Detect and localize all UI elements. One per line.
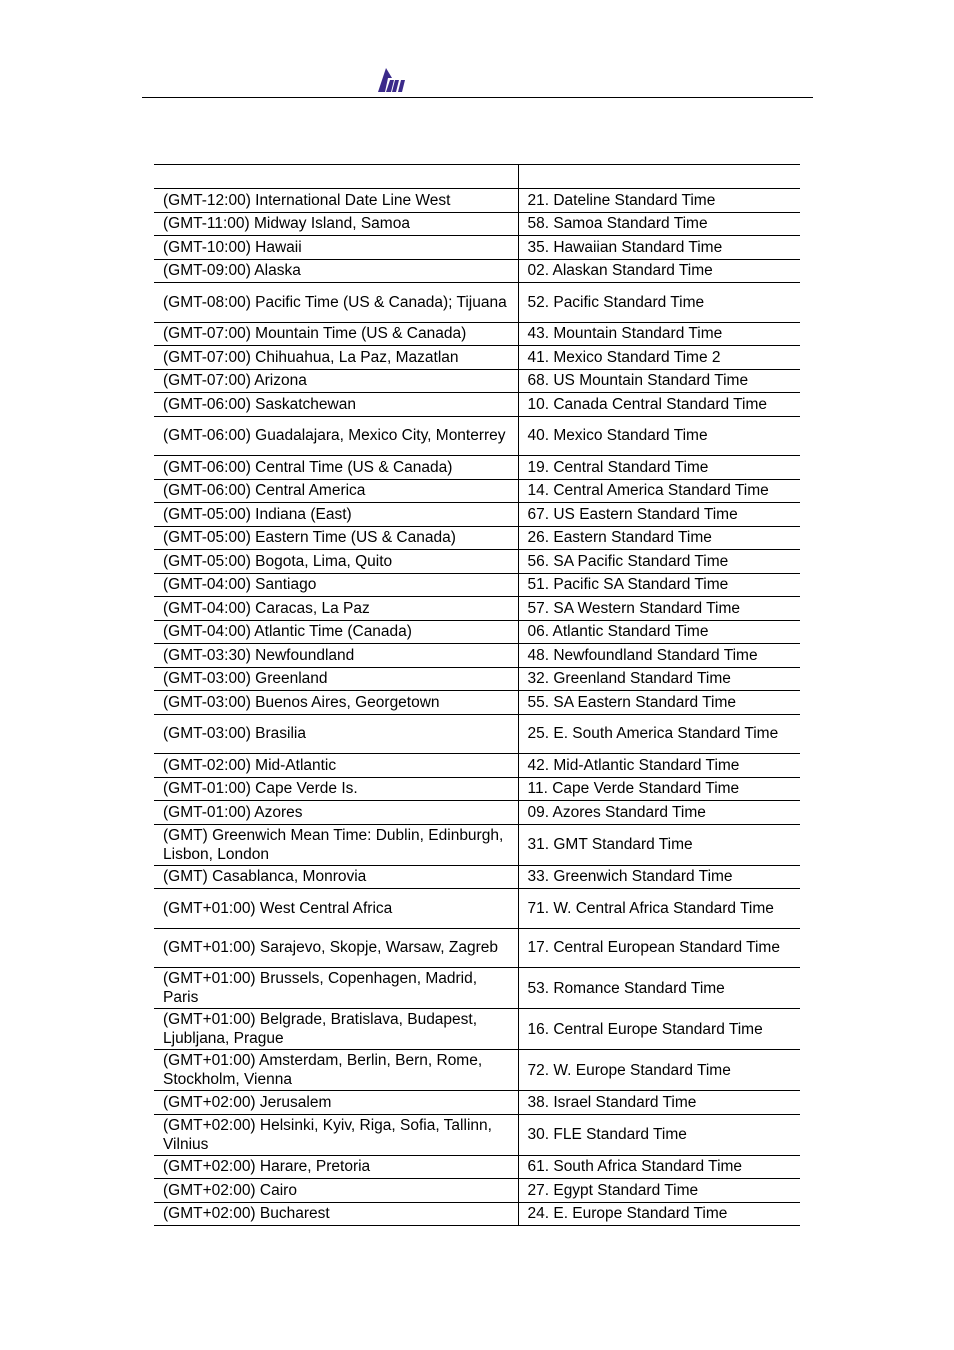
timezone-cell: (GMT+02:00) Jerusalem bbox=[154, 1091, 518, 1115]
table-row bbox=[154, 1155, 800, 1179]
timezone-cell: (GMT-07:00) Chihuahua, La Paz, Mazatlan bbox=[154, 346, 518, 370]
standard-name-cell: 68. US Mountain Standard Time bbox=[518, 369, 800, 393]
timezone-cell: (GMT) Casablanca, Monrovia bbox=[154, 865, 518, 889]
standard-name-cell: 33. Greenwich Standard Time bbox=[518, 865, 800, 889]
timezone-cell: (GMT-03:00) Brasilia bbox=[154, 714, 518, 754]
standard-name-cell: 17. Central European Standard Time bbox=[518, 928, 800, 968]
standard-name-cell: 21. Dateline Standard Time bbox=[518, 189, 800, 213]
timezone-cell: (GMT+02:00) Cairo bbox=[154, 1179, 518, 1203]
table-row bbox=[154, 1202, 800, 1226]
table-row bbox=[154, 212, 800, 236]
standard-name-cell: 38. Israel Standard Time bbox=[518, 1091, 800, 1115]
standard-name-cell: 42. Mid-Atlantic Standard Time bbox=[518, 754, 800, 778]
timezone-cell: (GMT-01:00) Azores bbox=[154, 801, 518, 825]
header-cell-standard-name bbox=[518, 165, 800, 189]
table-row bbox=[154, 777, 800, 801]
standard-name-cell: 31. GMT Standard Time bbox=[518, 824, 800, 865]
standard-name-cell: 52. Pacific Standard Time bbox=[518, 283, 800, 323]
table-row bbox=[154, 503, 800, 527]
timezone-cell: (GMT-11:00) Midway Island, Samoa bbox=[154, 212, 518, 236]
company-logo bbox=[376, 66, 408, 94]
table-row bbox=[154, 283, 800, 323]
standard-name-cell: 67. US Eastern Standard Time bbox=[518, 503, 800, 527]
header-cell-timezone bbox=[154, 165, 518, 189]
standard-name-cell: 72. W. Europe Standard Time bbox=[518, 1050, 800, 1091]
standard-name-cell: 24. E. Europe Standard Time bbox=[518, 1202, 800, 1226]
standard-name-cell: 61. South Africa Standard Time bbox=[518, 1155, 800, 1179]
table-row bbox=[154, 691, 800, 715]
table-row bbox=[154, 1091, 800, 1115]
timezone-cell: (GMT-06:00) Central America bbox=[154, 479, 518, 503]
timezone-cell: (GMT+02:00) Bucharest bbox=[154, 1202, 518, 1226]
table-row bbox=[154, 801, 800, 825]
table-row bbox=[154, 889, 800, 929]
table-row bbox=[154, 236, 800, 260]
table-row bbox=[154, 1009, 800, 1050]
table-row bbox=[154, 393, 800, 417]
timezone-cell: (GMT-05:00) Indiana (East) bbox=[154, 503, 518, 527]
standard-name-cell: 51. Pacific SA Standard Time bbox=[518, 573, 800, 597]
timezone-cell: (GMT+01:00) West Central Africa bbox=[154, 889, 518, 929]
table-row bbox=[154, 928, 800, 968]
table-row bbox=[154, 346, 800, 370]
timezone-cell: (GMT-04:00) Caracas, La Paz bbox=[154, 597, 518, 621]
standard-name-cell: 48. Newfoundland Standard Time bbox=[518, 644, 800, 668]
standard-name-cell: 19. Central Standard Time bbox=[518, 456, 800, 480]
table-row bbox=[154, 416, 800, 456]
standard-name-cell: 26. Eastern Standard Time bbox=[518, 526, 800, 550]
table-row bbox=[154, 597, 800, 621]
table-row bbox=[154, 456, 800, 480]
table-row bbox=[154, 714, 800, 754]
timezone-cell: (GMT-07:00) Arizona bbox=[154, 369, 518, 393]
timezone-cell: (GMT+01:00) Amsterdam, Berlin, Bern, Rome, Stockholm, Vienna bbox=[154, 1050, 518, 1091]
standard-name-cell: 53. Romance Standard Time bbox=[518, 968, 800, 1009]
timezone-cell: (GMT-06:00) Central Time (US & Canada) bbox=[154, 456, 518, 480]
table-row bbox=[154, 479, 800, 503]
timezone-cell: (GMT-06:00) Guadalajara, Mexico City, Monterrey bbox=[154, 416, 518, 456]
timezone-cell: (GMT-06:00) Saskatchewan bbox=[154, 393, 518, 417]
timezone-cell: (GMT-04:00) Atlantic Time (Canada) bbox=[154, 620, 518, 644]
table-row bbox=[154, 620, 800, 644]
timezone-cell: (GMT-05:00) Eastern Time (US & Canada) bbox=[154, 526, 518, 550]
timezone-cell: (GMT-09:00) Alaska bbox=[154, 259, 518, 283]
standard-name-cell: 40. Mexico Standard Time bbox=[518, 416, 800, 456]
timezone-cell: (GMT-08:00) Pacific Time (US & Canada); Tijuana bbox=[154, 283, 518, 323]
header-divider bbox=[142, 97, 813, 98]
timezone-cell: (GMT-02:00) Mid-Atlantic bbox=[154, 754, 518, 778]
timezone-cell: (GMT-04:00) Santiago bbox=[154, 573, 518, 597]
timezone-cell: (GMT+01:00) Brussels, Copenhagen, Madrid, Paris bbox=[154, 968, 518, 1009]
standard-name-cell: 14. Central America Standard Time bbox=[518, 479, 800, 503]
table-row bbox=[154, 1114, 800, 1155]
timezone-cell: (GMT+02:00) Helsinki, Kyiv, Riga, Sofia, Tallinn, Vilnius bbox=[154, 1114, 518, 1155]
timezone-cell: (GMT-07:00) Mountain Time (US & Canada) bbox=[154, 322, 518, 346]
table-row bbox=[154, 259, 800, 283]
timezone-cell: (GMT-03:30) Newfoundland bbox=[154, 644, 518, 668]
standard-name-cell: 58. Samoa Standard Time bbox=[518, 212, 800, 236]
table-row bbox=[154, 369, 800, 393]
standard-name-cell: 02. Alaskan Standard Time bbox=[518, 259, 800, 283]
table-row bbox=[154, 968, 800, 1009]
logo-icon bbox=[376, 66, 408, 94]
table-row bbox=[154, 322, 800, 346]
timezone-cell: (GMT+01:00) Sarajevo, Skopje, Warsaw, Zagreb bbox=[154, 928, 518, 968]
standard-name-cell: 35. Hawaiian Standard Time bbox=[518, 236, 800, 260]
table-header-row bbox=[154, 165, 800, 189]
standard-name-cell: 27. Egypt Standard Time bbox=[518, 1179, 800, 1203]
standard-name-cell: 09. Azores Standard Time bbox=[518, 801, 800, 825]
standard-name-cell: 43. Mountain Standard Time bbox=[518, 322, 800, 346]
table-row bbox=[154, 189, 800, 213]
standard-name-cell: 41. Mexico Standard Time 2 bbox=[518, 346, 800, 370]
timezone-cell: (GMT-05:00) Bogota, Lima, Quito bbox=[154, 550, 518, 574]
standard-name-cell: 56. SA Pacific Standard Time bbox=[518, 550, 800, 574]
standard-name-cell: 32. Greenland Standard Time bbox=[518, 667, 800, 691]
standard-name-cell: 57. SA Western Standard Time bbox=[518, 597, 800, 621]
timezone-cell: (GMT-03:00) Buenos Aires, Georgetown bbox=[154, 691, 518, 715]
timezone-cell: (GMT+01:00) Belgrade, Bratislava, Budapest, Ljubljana, Prague bbox=[154, 1009, 518, 1050]
table-row bbox=[154, 1050, 800, 1091]
timezone-cell: (GMT+02:00) Harare, Pretoria bbox=[154, 1155, 518, 1179]
table-row bbox=[154, 644, 800, 668]
timezone-cell: (GMT-01:00) Cape Verde Is. bbox=[154, 777, 518, 801]
standard-name-cell: 71. W. Central Africa Standard Time bbox=[518, 889, 800, 929]
timezone-cell: (GMT-03:00) Greenland bbox=[154, 667, 518, 691]
table-row bbox=[154, 550, 800, 574]
standard-name-cell: 55. SA Eastern Standard Time bbox=[518, 691, 800, 715]
standard-name-cell: 16. Central Europe Standard Time bbox=[518, 1009, 800, 1050]
standard-name-cell: 25. E. South America Standard Time bbox=[518, 714, 800, 754]
timezone-cell: (GMT) Greenwich Mean Time: Dublin, Edinburgh, Lisbon, London bbox=[154, 824, 518, 865]
standard-name-cell: 06. Atlantic Standard Time bbox=[518, 620, 800, 644]
standard-name-cell: 30. FLE Standard Time bbox=[518, 1114, 800, 1155]
table-row bbox=[154, 1179, 800, 1203]
timezone-cell: (GMT-10:00) Hawaii bbox=[154, 236, 518, 260]
timezone-table bbox=[154, 164, 800, 1226]
standard-name-cell: 11. Cape Verde Standard Time bbox=[518, 777, 800, 801]
standard-name-cell: 10. Canada Central Standard Time bbox=[518, 393, 800, 417]
timezone-table-body bbox=[154, 165, 800, 1226]
table-row bbox=[154, 824, 800, 865]
timezone-cell: (GMT-12:00) International Date Line West bbox=[154, 189, 518, 213]
table-row bbox=[154, 754, 800, 778]
table-row bbox=[154, 573, 800, 597]
table-row bbox=[154, 526, 800, 550]
table-row bbox=[154, 865, 800, 889]
table-row bbox=[154, 667, 800, 691]
